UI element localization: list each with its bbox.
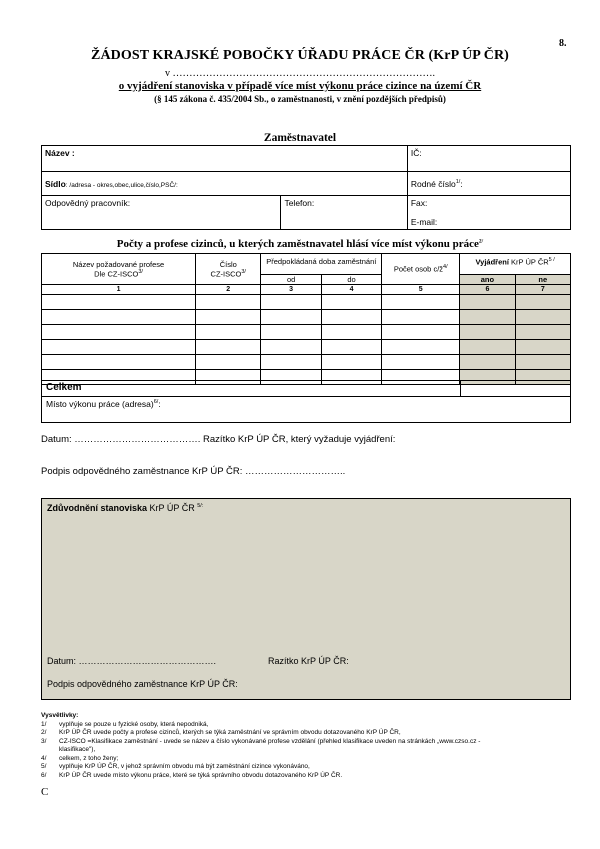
- total-value-cell[interactable]: [461, 381, 571, 397]
- col-number-2: 2: [196, 285, 261, 295]
- table-row[interactable]: [42, 295, 571, 310]
- employer-birth-label: Rodné číslo: [410, 178, 456, 189]
- table-row[interactable]: [42, 355, 571, 370]
- col-header-count-text: Počet osob c/ž: [393, 264, 444, 274]
- col-header-opinion-sup: 5 /: [548, 257, 555, 263]
- table-cell[interactable]: [196, 340, 261, 355]
- table-cell[interactable]: [321, 295, 381, 310]
- col-header-code-line2: [196, 269, 260, 279]
- note-item: [41, 746, 480, 755]
- col-header-code-line1: Číslo: [219, 259, 237, 269]
- employer-name-label: Název :: [45, 148, 75, 158]
- employer-table: [41, 145, 571, 230]
- page-number: 8.: [559, 38, 567, 49]
- note-item: [41, 729, 480, 738]
- table-cell[interactable]: [261, 295, 321, 310]
- phone-field[interactable]: [281, 196, 407, 230]
- justification-title-sup: 5/:: [197, 503, 204, 509]
- note-text: klasifikace"),: [59, 746, 96, 753]
- note-item: [41, 772, 480, 781]
- work-place-suffix: :: [158, 399, 161, 409]
- note-text: vyplňuje se pouze u fyzické osoby, která nepodniká,: [59, 720, 209, 728]
- total-table: [41, 380, 571, 423]
- employer-seat-hint: : /adresa - okres,obec,ulice,číslo,PSČ/:: [65, 181, 178, 189]
- foreigners-heading: [0, 238, 600, 250]
- table-cell[interactable]: [42, 355, 196, 370]
- col-header-count: [382, 254, 460, 285]
- justification-date[interactable]: Datum: ……………………………………….: [47, 656, 217, 666]
- col-number-6: 6: [460, 285, 515, 295]
- employer-ic-field[interactable]: [407, 146, 570, 172]
- table-cell[interactable]: [42, 340, 196, 355]
- table-cell[interactable]: [382, 295, 460, 310]
- col-header-profession-line1: Název požadované profese: [72, 259, 165, 269]
- col-header-code-sup: 3/: [241, 268, 246, 275]
- table-cell[interactable]: [196, 310, 261, 325]
- notes-title: Vysvětlivky:: [41, 712, 79, 719]
- col-header-opinion: [460, 254, 571, 275]
- table-cell-no[interactable]: [515, 340, 570, 355]
- table-cell[interactable]: [196, 355, 261, 370]
- total-label: Celkem: [42, 381, 461, 397]
- table-cell-yes[interactable]: [460, 355, 515, 370]
- foreigners-table: [41, 253, 571, 385]
- table-row[interactable]: [42, 340, 571, 355]
- col-header-code: [196, 254, 261, 285]
- work-place-field[interactable]: [42, 397, 571, 423]
- col-header-period: Předpokládaná doba zaměstnání: [261, 254, 382, 275]
- col-number-3: 3: [261, 285, 321, 295]
- table-cell[interactable]: [42, 325, 196, 340]
- justification-title-rest: KrP ÚP ČR: [147, 503, 198, 513]
- col-header-opinion-bold: Vyjádření: [475, 257, 509, 267]
- table-cell[interactable]: [382, 325, 460, 340]
- employer-seat-field[interactable]: [42, 172, 408, 196]
- form-location-line: v …………………………………………………………………….: [165, 68, 435, 79]
- fax-email-field[interactable]: [407, 196, 570, 230]
- employer-birth-suffix: :: [460, 178, 463, 189]
- work-place-label: Místo výkonu práce (adresa): [46, 399, 154, 409]
- note-number: 6/: [41, 771, 47, 779]
- note-item: [41, 763, 480, 772]
- employer-ic-label: IČ:: [410, 148, 422, 158]
- table-cell[interactable]: [321, 340, 381, 355]
- table-cell[interactable]: [382, 310, 460, 325]
- note-number: 5/: [41, 763, 47, 770]
- table-row[interactable]: [42, 310, 571, 325]
- responsible-worker-label: Odpovědný pracovník:: [45, 198, 131, 208]
- table-cell[interactable]: [196, 325, 261, 340]
- justification-title-bold: Zdůvodnění stanoviska: [47, 503, 148, 513]
- form-law-reference: (§ 145 zákona č. 435/2004 Sb., o zaměstnanosti, v znění pozdějších předpisů): [154, 94, 446, 104]
- col-header-code-line2-text: CZ-ISCO: [210, 269, 242, 279]
- table-cell[interactable]: [261, 310, 321, 325]
- table-cell[interactable]: [321, 325, 381, 340]
- responsible-worker-field[interactable]: [42, 196, 281, 230]
- note-text: KrP ÚP ČR uvede místo výkonu práce, které se týká správního obvodu dotazovaného KrP ÚP ČR.: [59, 771, 343, 779]
- col-number-7: 7: [515, 285, 570, 295]
- phone-label: Telefon:: [284, 198, 315, 208]
- table-cell[interactable]: [42, 295, 196, 310]
- table-cell-yes[interactable]: [460, 295, 515, 310]
- table-cell[interactable]: [321, 310, 381, 325]
- foreigners-heading-sup: 2/: [478, 238, 484, 245]
- note-number: 2/: [41, 729, 47, 736]
- employer-birth-sup: 1/: [455, 178, 461, 185]
- note-item: [41, 721, 480, 730]
- table-cell[interactable]: [321, 355, 381, 370]
- table-row[interactable]: [42, 325, 571, 340]
- work-place-sup: 6/: [153, 399, 159, 406]
- table-cell[interactable]: [382, 340, 460, 355]
- justification-box[interactable]: [41, 498, 571, 700]
- note-text: KrP ÚP ČR uvede počty a profese cizinců, kterých se týká zaměstnání ve správním obvodu dotazovaného KrP ÚP ČR,: [59, 729, 401, 736]
- note-text: CZ-ISCO =Klasifikace zaměstnání - uvede se název a číslo vykonávané profese vzdělání (přehled klasifikace uveden na stránkách „www.czso.cz -: [59, 737, 481, 745]
- table-cell[interactable]: [382, 355, 460, 370]
- col-header-no: ne: [515, 275, 570, 285]
- col-header-count-sup: 4/: [443, 264, 448, 271]
- table-cell-no[interactable]: [515, 295, 570, 310]
- justification-stamp: Razítko KrP ÚP ČR:: [268, 656, 349, 666]
- note-number: 4/: [41, 754, 47, 762]
- footer-mark: C: [41, 786, 49, 798]
- table-cell-yes[interactable]: [460, 340, 515, 355]
- justification-signature[interactable]: Podpis odpovědného zaměstnance KrP ÚP ČR:: [47, 679, 238, 689]
- table-cell[interactable]: [261, 325, 321, 340]
- table-cell-no[interactable]: [515, 325, 570, 340]
- employer-name-field[interactable]: [42, 146, 408, 172]
- table-cell[interactable]: [42, 310, 196, 325]
- col-header-opinion-rest: KrP ÚP ČR: [508, 257, 549, 267]
- date-stamp-line[interactable]: Datum: …………………………………. Razítko KrP ÚP ČR, který vyžaduje vyjádření:: [41, 434, 396, 445]
- note-number: 3/: [41, 737, 47, 745]
- note-text: vyplňuje KrP ÚP ČR, v jehož správním obvodu má být zaměstnání cizince vykonáváno,: [59, 763, 310, 770]
- fax-label: Fax:: [410, 198, 428, 208]
- table-cell-no[interactable]: [515, 355, 570, 370]
- table-cell[interactable]: [261, 355, 321, 370]
- col-header-profession-line2-text: Dle CZ-ISCO: [94, 269, 139, 279]
- col-header-yes: ano: [460, 275, 515, 285]
- col-header-profession-line2: [42, 269, 195, 279]
- note-item: [41, 755, 480, 764]
- notes: [41, 712, 480, 780]
- employer-birth-number-field[interactable]: [407, 172, 570, 196]
- signature-line[interactable]: Podpis odpovědného zaměstnance KrP ÚP ČR: …………………………..: [41, 466, 346, 477]
- col-header-profession-sup: 3/: [138, 268, 143, 275]
- foreigners-heading-text: Počty a profese cizinců, u kterých zaměstnavatel hlásí více míst výkonu práce: [116, 238, 479, 250]
- table-cell[interactable]: [196, 295, 261, 310]
- col-number-5: 5: [382, 285, 460, 295]
- column-number-row: [42, 285, 571, 295]
- employer-seat-label: Sídlo: [45, 178, 66, 189]
- justification-title: [47, 503, 203, 513]
- col-number-4: 4: [321, 285, 381, 295]
- col-header-from: od: [261, 275, 321, 285]
- note-item: [41, 738, 480, 747]
- table-cell-yes[interactable]: [460, 325, 515, 340]
- col-header-to: do: [321, 275, 381, 285]
- note-number: 1/: [41, 720, 47, 728]
- note-text: celkem, z toho ženy;: [59, 754, 119, 762]
- employer-heading: Zaměstnavatel: [263, 132, 337, 144]
- table-cell-yes[interactable]: [460, 310, 515, 325]
- form-title: ŽÁDOST KRAJSKÉ POBOČKY ÚŘADU PRÁCE ČR (KrP ÚP ČR): [91, 48, 509, 63]
- col-header-profession: [42, 254, 196, 285]
- form-subtitle: o vyjádření stanoviska v případě více míst výkonu práce cizince na území ČR: [118, 80, 482, 92]
- table-cell[interactable]: [261, 340, 321, 355]
- col-number-1: 1: [42, 285, 196, 295]
- email-label: E-mail:: [410, 217, 438, 227]
- table-cell-no[interactable]: [515, 310, 570, 325]
